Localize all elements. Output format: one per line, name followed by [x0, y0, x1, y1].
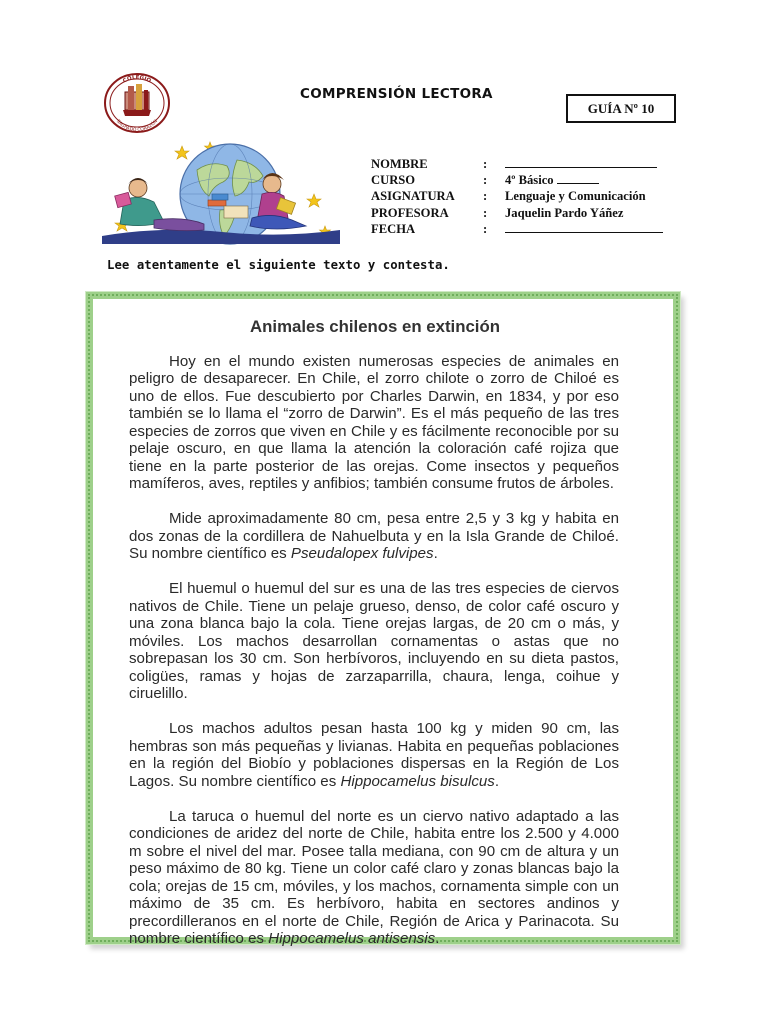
info-row-subject: [371, 188, 671, 204]
info-label: PROFESORA: [371, 205, 449, 220]
info-row-teacher: [371, 205, 671, 221]
student-info-table: [371, 156, 671, 237]
info-label: NOMBRE: [371, 157, 428, 171]
guide-number: GUÍA Nº 10: [587, 100, 655, 116]
info-separator: :: [483, 189, 488, 204]
course-text: 4º Básico: [505, 173, 554, 188]
info-label: CURSO: [371, 173, 416, 188]
paragraph-5-text: La taruca o huemul del norte es un ciervo nativo adaptado a las condiciones de aridez del norte de Chile, habita entre los 2.500 y 4.000 m sobre el nivel del mar. Posee talla mediana, con 90 cm de altura y un peso máximo de 80 kg. Tiene un color café claro y zonas blancas bajo la cola; orejas de 15 cm, móviles, y los machos, cornamenta simple con un máximo de 35 cm. Es herbívoro, habita en sectores andinos y precordilleranos en el norte de Chile, Región de Arica y Parinacota. Su nombre científico es: [129, 807, 619, 947]
info-label: ASIGNATURA: [371, 189, 455, 204]
period: .: [435, 930, 440, 947]
logo-text-bottom: SAGRADO CORAZÓN: [115, 119, 159, 134]
period: .: [494, 772, 500, 790]
course-value: [505, 172, 671, 188]
paragraph-2: [129, 510, 619, 563]
info-row-date: [371, 221, 671, 237]
info-row-course: [371, 172, 671, 188]
name-field[interactable]: [505, 156, 671, 172]
paragraph-4: [129, 720, 619, 790]
scientific-name-huemul: Hippocamelus bisulcus: [340, 772, 495, 790]
paragraph-1: Hoy en el mundo existen numerosas especies de animales en peligro de desaparecer. En Chile, el zorro chilote o zorro de Chiloé es uno de ellos. Fue descubierto por Charles Darwin, en 1834, y por eso también se lo llama el “zorro de Darwin”. Es el más pequeño de las tres especies de zorros que viven en Chile y es fácilmente reconocible por su pelaje oscuro, en que llama la atención la coloración café rojiza que tiene en la parte posterior de las orejas. Come insectos y pequeños mamíferos, aves, reptiles y anfibios; también consume frutos de árboles.: [129, 352, 619, 492]
info-separator: :: [483, 205, 488, 220]
school-logo: [103, 72, 171, 134]
guide-number-box: [566, 94, 676, 123]
info-row-name: [371, 156, 671, 172]
info-separator: :: [483, 221, 488, 236]
instruction-text: Lee atentamente el siguiente texto y contesta.: [107, 258, 450, 272]
article-title: Animales chilenos en extinción: [250, 317, 500, 336]
info-separator: :: [483, 173, 488, 188]
subject-value: Lenguaje y Comunicación: [505, 189, 646, 204]
teacher-value: Jaquelin Pardo Yáñez: [505, 205, 624, 220]
paragraph-3: El huemul o huemul del sur es una de las tres especies de ciervos nativos de Chile. Tiene un pelaje grueso, denso, de color café oscuro y una zona blanca bajo la cola. Tiene orejas largas, de 20 cm o más, y móviles. Los machos desarrollan cornamentas o astas que no sobrepasan los 30 cm. Son herbívoros, incluyendo en su dieta pastos, coligües, ramas y hojas de zarzaparrilla, chaura, lenga, coihue y ciruelillo.: [129, 580, 619, 702]
reading-text: [129, 318, 619, 948]
period: .: [433, 545, 438, 562]
date-field[interactable]: [505, 221, 671, 237]
info-separator: :: [483, 157, 488, 171]
course-section-field[interactable]: [557, 173, 599, 184]
scientific-name-fox: Pseudalopex fulvipes: [290, 545, 434, 562]
paragraph-4-text: Los machos adultos pesan hasta 100 kg y miden 90 cm, las hembras son más pequeñas y livianas. Habita en pequeñas poblaciones en la región del Biobío y poblaciones dispersas en la Región de Los Lagos. Su nombre científico es: [129, 720, 619, 790]
page-title: COMPRENSIÓN LECTORA: [300, 86, 493, 102]
kids-reading-globe-illustration: [102, 140, 340, 248]
scientific-name-taruca: Hippocamelus antisensis: [268, 930, 436, 947]
paragraph-5: [129, 808, 619, 948]
logo-text-top: COLEGIO: [122, 74, 152, 85]
paragraph-2-text: Mide aproximadamente 80 cm, pesa entre 2,5 y 3 kg y habita en dos zonas de la cordillera de Nahuelbuta y en la Isla Grande de Chiloé. Su nombre científico es: [129, 510, 619, 562]
info-label: FECHA: [371, 221, 416, 236]
